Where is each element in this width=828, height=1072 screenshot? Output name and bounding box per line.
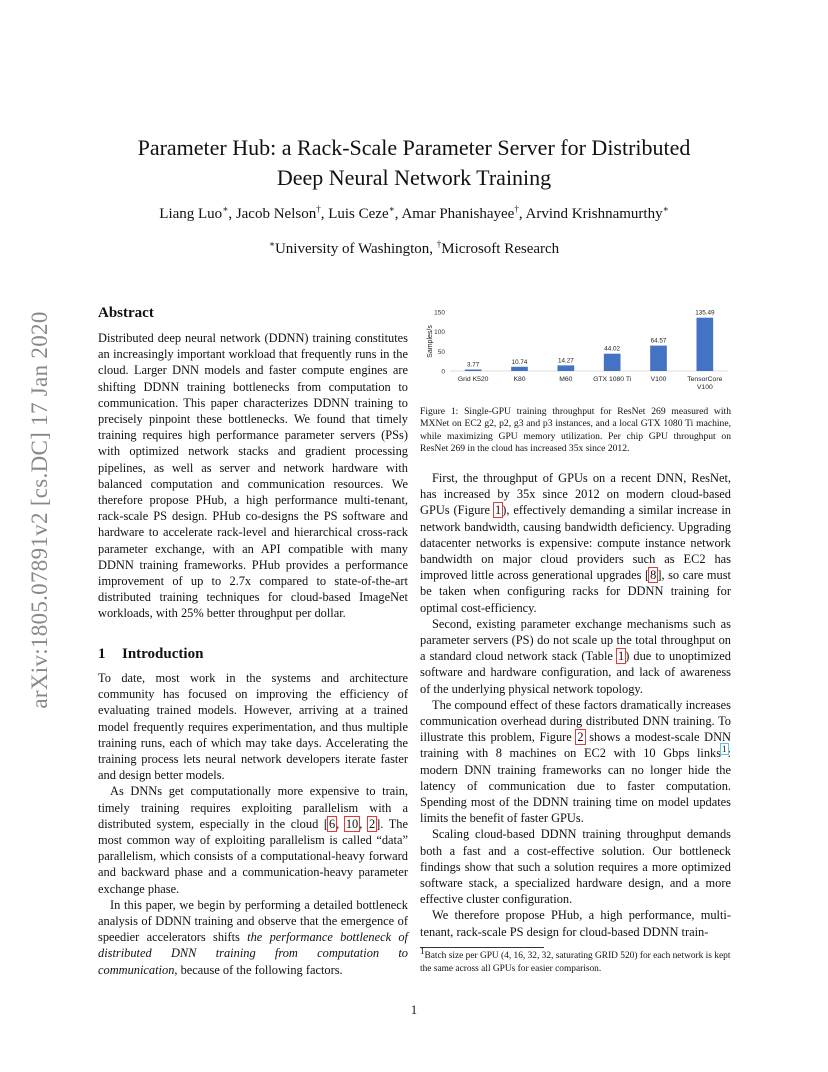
citation-link[interactable]: 10: [345, 816, 359, 831]
x-tick-label: V100: [696, 384, 713, 391]
intro-paragraph-1: To date, most work in the systems and architecture community has focused on improving the efficiency of evaluating trained models. However, arriving at a trained model frequently requires experimentation, and thus multiple training runs, each of which may take days. Accelerating the training process lets neural network developers iterate faster and design better models.: [98, 671, 408, 783]
y-axis-label: Samples/s: [427, 325, 434, 358]
x-tick-label: K80: [513, 376, 526, 383]
footnote: $^1$Batch size per GPU (4, 16, 32, 32, saturating GRID 520) for each network is kept the same across all GPUs for easier comparison.: [420, 945, 731, 974]
title-line-1: Parameter Hub: a Rack-Scale Parameter Server for Distributed: [137, 135, 691, 160]
citation-link[interactable]: 8: [650, 568, 657, 583]
data-label: 10.74: [511, 358, 528, 366]
right-paragraph-5: We therefore propose PHub, a high performance, multi-tenant, rack-scale PS design for cloud-based DDNN train-: [420, 908, 731, 939]
author-list: Liang Luo∗, Jacob Nelson†, Luis Ceze∗, Amar Phanishayee†, Arvind Krishnamurthy∗: [159, 204, 669, 222]
intro-body: [98, 670, 408, 978]
footnote-link[interactable]: 1: [722, 744, 727, 755]
page-number: 1: [410, 1003, 418, 1017]
data-label: 44.02: [604, 345, 621, 353]
arxiv-identifier: [18, 290, 62, 730]
data-label: 64.57: [650, 337, 667, 345]
intro-heading: 1 Introduction: [98, 646, 204, 662]
y-tick-label: 150: [434, 309, 445, 317]
arxiv-identifier-text: arXiv:1805.07891v2 [cs.DC] 17 Jan 2020: [27, 311, 52, 709]
right-paragraph-2: Second, existing parameter exchange mechanisms such as parameter servers (PS) do not scale up the total throughput on a standard cloud network stack (Table 1) due to unoptimized software and hardware configuration, and lack of awareness of the underlying physical network topology.: [420, 616, 732, 696]
y-tick-label: 100: [434, 329, 445, 337]
citation-link[interactable]: 6: [328, 816, 336, 831]
bar: [650, 346, 667, 371]
bar: [557, 365, 574, 371]
x-tick-label: GTX 1080 Ti: [593, 376, 632, 383]
throughput-bar-chart: [420, 300, 731, 396]
abstract-heading: Abstract: [98, 305, 154, 321]
title-line-2: Deep Neural Network Training: [276, 165, 552, 190]
x-tick-label: M60: [559, 376, 573, 383]
data-label: 3.77: [467, 361, 480, 369]
right-paragraph-3: The compound effect of these factors dramatically increases communication overhead during distributed DNN training. To illustrate this problem, Figure 2 shows a modest-scale DNN training with 8 machines on EC2 with 10 Gbps links$^1$: modern DNN training frameworks can no longer hide the latency of communication due to faster computation. Spending most of the DDNN training time on model updates limits the benefit of faster GPUs.: [420, 697, 731, 826]
figure-1-caption: Figure 1: Single-GPU training throughput for ResNet 269 measured with MXNet on EC2 g2, p2, g3 and p3 instances, and a local GTX 1080 Ti machine, while maximizing GPU memory utilization. Per chip GPU throughput on ResNet 269 in the cloud has increased 35x since 2012.: [420, 406, 731, 455]
right-paragraph-1: First, the throughput of GPUs on a recent DNN, ResNet, has increased by 35x since 2012 on modern cloud-based GPUs (Figure 1), effectively demanding a similar increase in network bandwidth, causing bandwidth deficiency. Upgrading datacenter networks is expensive: compute instance network bandwidth on major cloud providers such as EC2 has improved little across generational upgrades [8], so care must be taken when configuring racks for DDNN training for optimal cost-efficiency.: [420, 471, 732, 615]
author: Amar Phanishayee†: [401, 204, 519, 222]
x-tick-label: V100: [650, 376, 667, 383]
abstract-text: Distributed deep neural network (DDNN) training constitutes an increasingly important workload that frequently runs in the cloud. Larger DNN models and faster compute engines are shifting DDNN training bottlenecks from computation to communication. This paper characterizes DDNN training to precisely pinpoint these bottlenecks. We found that timely training requires high performance parameter servers (PSs) with optimized network stacks and gradient processing pipelines, as well as server and network hardware with balanced computation and communication resources. We therefore propose PHub, a high performance multi-tenant, rack-scale PS design. PHub co-designs the PS software and hardware to accelerate rack-level and hierarchical cross-rack parameter exchange, with an API compatible with many DDNN training frameworks. PHub provides a performance improvement of up to 2.7x compared to state-of-the-art distributed training techniques for cloud-based ImageNet workloads, with 25% better throughput per dollar.: [98, 331, 408, 621]
paper-title: [100, 133, 728, 193]
figure-link[interactable]: 1: [494, 503, 502, 518]
data-label: 135.49: [695, 309, 715, 317]
bar: [511, 367, 528, 371]
affiliations: ∗University of Washington, †Microsoft Research: [268, 239, 560, 257]
data-label: 14.27: [557, 357, 574, 365]
citation-link[interactable]: 2: [368, 816, 376, 831]
author: Arvind Krishnamurthy∗: [525, 204, 669, 222]
figure-link[interactable]: 2: [577, 730, 584, 745]
x-tick-label: TensorCore: [687, 376, 723, 383]
abstract-body: [98, 330, 408, 622]
author: Jacob Nelson†: [235, 204, 321, 222]
x-tick-label: Grid K520: [457, 376, 489, 383]
intro-paragraph-2: As DNNs get computationally more expensive to train, timely training requires exploiting parallelism with a distributed system, especially in the cloud [6, 10, 2]. The most common way of exploiting parallelism is called “data” parallelism, which consists of a computational-heavy forward and backward phase and a communication-heavy parameter exchange phase.: [98, 784, 408, 896]
bar: [465, 370, 482, 371]
intro-paragraph-3: In this paper, we begin by performing a detailed bottleneck analysis of DDNN training and observe that the emergence of speedier accelerators shifts the performance bottleneck of distributed DNN training from computation to communication, because of the following factors.: [98, 897, 408, 977]
bar: [604, 354, 621, 371]
footnote-rule: [420, 947, 544, 948]
y-tick-label: 50: [437, 348, 445, 356]
y-tick-label: 0: [441, 368, 445, 376]
table-link[interactable]: 1: [617, 649, 625, 664]
bar: [696, 318, 713, 371]
right-column-body: [420, 470, 731, 940]
author: Luis Ceze∗: [328, 204, 395, 222]
right-paragraph-4: Scaling cloud-based DDNN training throughput demands both a fast and a cost-effective solution. Our bottleneck findings show that such a solution requires a more optimized software stack, a specialized hardware design, and a more effective cluster configuration.: [420, 827, 731, 907]
author: Liang Luo∗: [159, 204, 229, 222]
